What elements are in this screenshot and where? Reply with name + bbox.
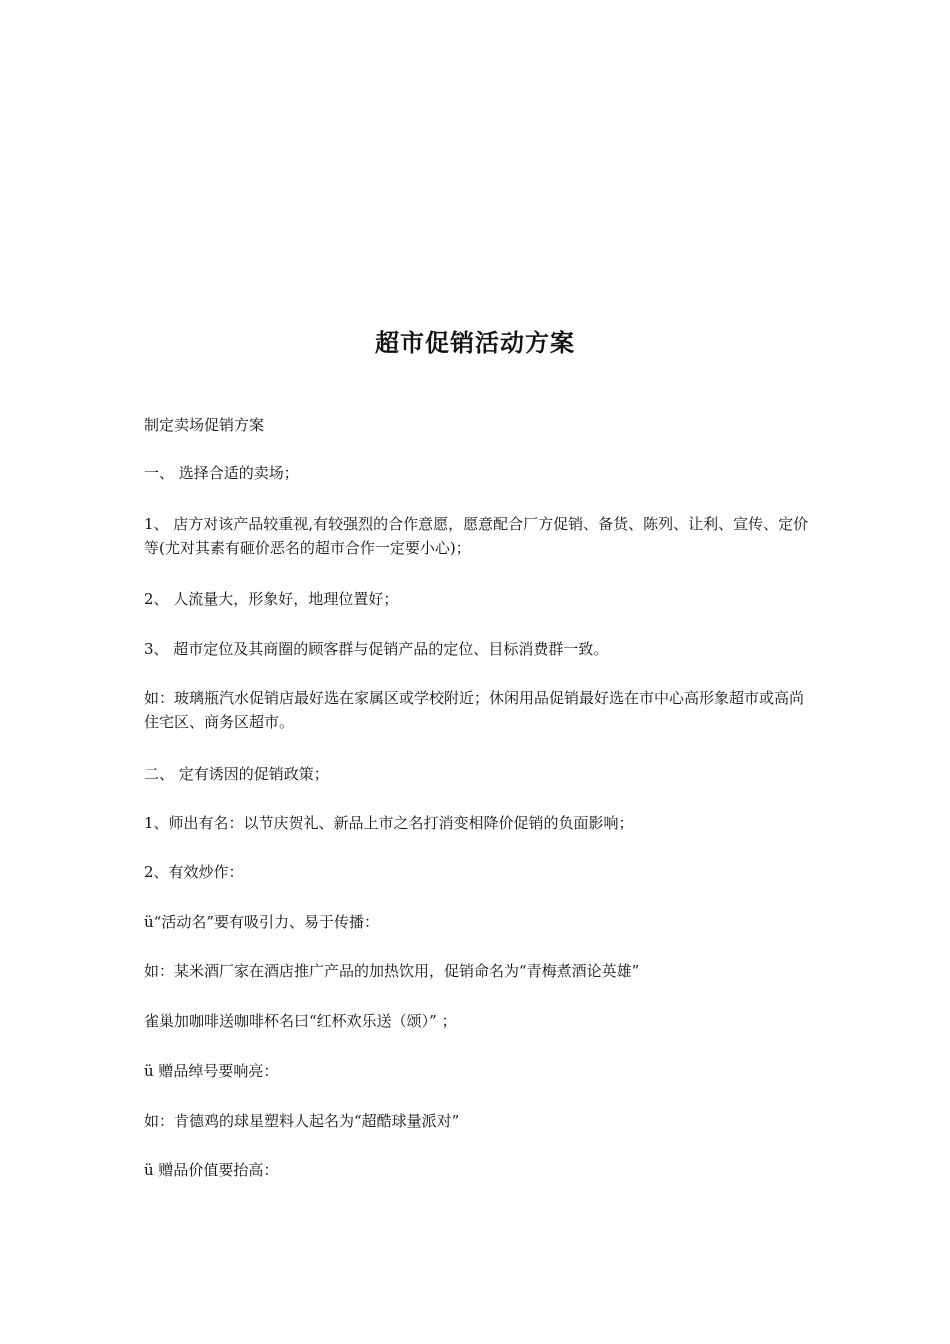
list-item: 1、 店方对该产品较重视,有较强烈的合作意愿，愿意配合厂方促销、备货、陈列、让利、宣传、定价等(尤对其素有砸价恶名的超市合作一定要小心)； [144,515,809,557]
list-item: 2、有效炒作： [144,863,244,881]
bullet-item: ü“活动名”要有吸引力、易于传播： [144,913,379,931]
section-1-heading: 一、 选择合适的卖场； [144,464,299,482]
list-item: 1、师出有名：以节庆贺礼、新品上市之名打消变相降价促销的负面影响； [144,814,634,832]
bullet-item: ü 赠品价值要抬高： [144,1161,279,1179]
section-intro: 制定卖场促销方案 [144,416,265,434]
example-paragraph: 雀巢加咖啡送咖啡杯名曰“红杯欢乐送（颂）” ； [144,1012,457,1030]
list-item: 2、 人流量大，形象好，地理位置好； [144,590,399,608]
example-paragraph: 如：玻璃瓶汽水促销店最好选在家属区或学校附近；休闲用品促销最好选在市中心高形象超市或高尚住宅区、商务区超市。 [144,689,805,731]
list-item: 3、 超市定位及其商圈的顾客群与促销产品的定位、目标消费群一致。 [144,640,609,658]
section-2-heading: 二、 定有诱因的促销政策； [144,765,329,783]
document-title: 超市促销活动方案 [375,328,575,357]
example-paragraph: 如：肯德鸡的球星塑料人起名为“超酷球量派对” [144,1112,460,1130]
bullet-item: ü 赠品绰号要响亮： [144,1062,279,1080]
example-paragraph: 如：某米酒厂家在酒店推广产品的加热饮用，促销命名为“青梅煮酒论英雄” [144,962,640,980]
